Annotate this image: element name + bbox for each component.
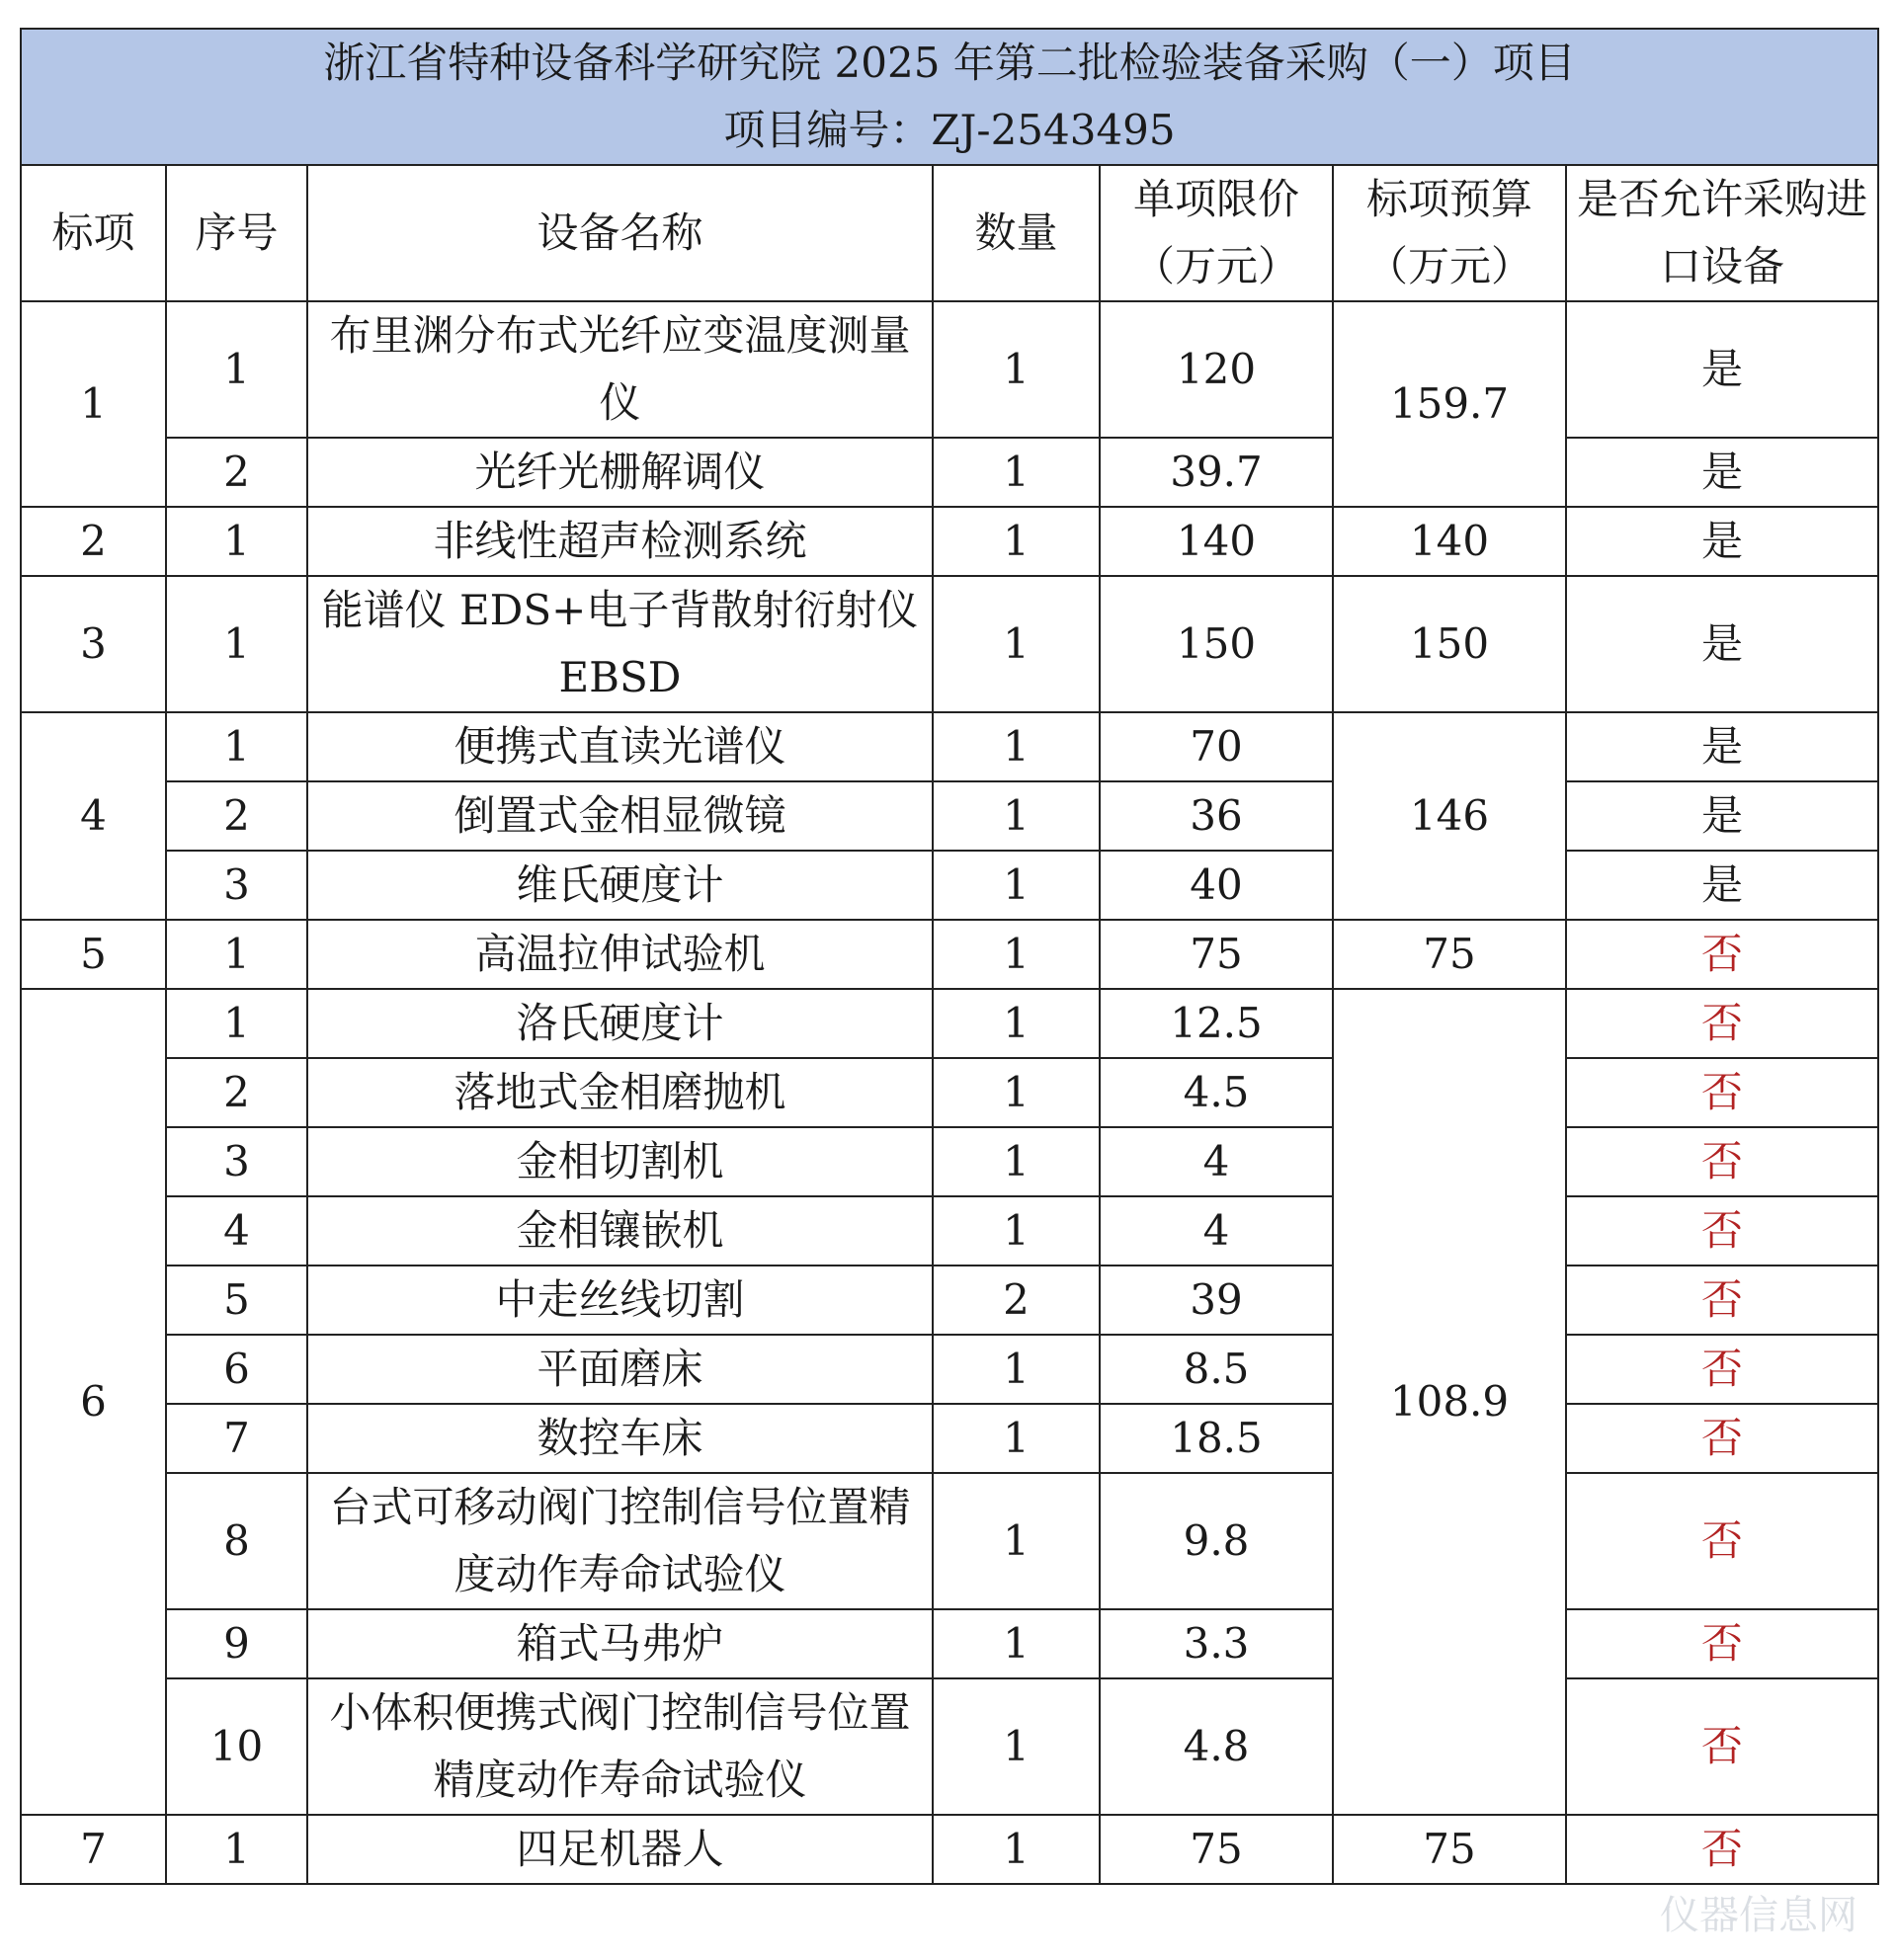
lot-cell: 1 xyxy=(21,301,166,507)
seq-cell: 1 xyxy=(166,712,307,781)
lot-cell: 6 xyxy=(21,989,166,1815)
import-allowed-cell: 是 xyxy=(1566,507,1878,576)
lot-cell: 2 xyxy=(21,507,166,576)
name-cell: 数控车床 xyxy=(307,1404,933,1473)
table-row xyxy=(21,1678,1878,1815)
unit-limit-cell: 140 xyxy=(1100,507,1333,576)
table-row xyxy=(21,851,1878,920)
name-cell: 光纤光栅解调仪 xyxy=(307,438,933,507)
title-line-1: 浙江省特种设备科学研究院 2025 年第二批检验装备采购（一）项目 xyxy=(323,39,1576,87)
qty-cell: 1 xyxy=(933,1127,1100,1196)
import-allowed-cell: 否 xyxy=(1566,1815,1878,1884)
table-row xyxy=(21,438,1878,507)
seq-cell: 10 xyxy=(166,1678,307,1815)
header-unit-limit: 单项限价（万元） xyxy=(1100,165,1333,301)
table-row xyxy=(21,989,1878,1058)
unit-limit-cell: 75 xyxy=(1100,920,1333,989)
header-name: 设备名称 xyxy=(307,165,933,301)
import-allowed-cell: 否 xyxy=(1566,1473,1878,1609)
name-cell: 平面磨床 xyxy=(307,1335,933,1404)
qty-cell: 1 xyxy=(933,301,1100,438)
unit-limit-cell: 36 xyxy=(1100,781,1333,851)
qty-cell: 1 xyxy=(933,576,1100,712)
qty-cell: 1 xyxy=(933,1196,1100,1266)
qty-cell: 1 xyxy=(933,1058,1100,1127)
unit-limit-cell: 39 xyxy=(1100,1266,1333,1335)
lot-budget-cell: 75 xyxy=(1333,1815,1566,1884)
unit-limit-cell: 4 xyxy=(1100,1196,1333,1266)
qty-cell: 1 xyxy=(933,712,1100,781)
name-cell: 箱式马弗炉 xyxy=(307,1609,933,1678)
qty-cell: 1 xyxy=(933,781,1100,851)
unit-limit-cell: 39.7 xyxy=(1100,438,1333,507)
qty-cell: 1 xyxy=(933,507,1100,576)
seq-cell: 4 xyxy=(166,1196,307,1266)
seq-cell: 8 xyxy=(166,1473,307,1609)
name-cell: 维氏硬度计 xyxy=(307,851,933,920)
seq-cell: 6 xyxy=(166,1335,307,1404)
watermark: 仪器信息网 xyxy=(1660,1893,1857,1938)
import-allowed-cell: 是 xyxy=(1566,781,1878,851)
table-row xyxy=(21,1404,1878,1473)
header-lot: 标项 xyxy=(21,165,166,301)
import-allowed-cell: 否 xyxy=(1566,920,1878,989)
table-row xyxy=(21,1335,1878,1404)
qty-cell: 1 xyxy=(933,1335,1100,1404)
unit-limit-cell: 4.8 xyxy=(1100,1678,1333,1815)
import-allowed-cell: 否 xyxy=(1566,1404,1878,1473)
table-row xyxy=(21,1609,1878,1678)
table-row xyxy=(21,301,1878,438)
qty-cell: 1 xyxy=(933,989,1100,1058)
name-cell: 能谱仪 EDS+电子背散射衍射仪 EBSD xyxy=(307,576,933,712)
import-allowed-cell: 否 xyxy=(1566,1609,1878,1678)
name-cell: 便携式直读光谱仪 xyxy=(307,712,933,781)
qty-cell: 2 xyxy=(933,1266,1100,1335)
table-row xyxy=(21,1127,1878,1196)
unit-limit-cell: 75 xyxy=(1100,1815,1333,1884)
qty-cell: 1 xyxy=(933,851,1100,920)
unit-limit-cell: 4.5 xyxy=(1100,1058,1333,1127)
table-row xyxy=(21,507,1878,576)
lot-budget-cell: 159.7 xyxy=(1333,301,1566,507)
lot-cell: 5 xyxy=(21,920,166,989)
name-cell: 落地式金相磨抛机 xyxy=(307,1058,933,1127)
import-allowed-cell: 是 xyxy=(1566,712,1878,781)
unit-limit-cell: 40 xyxy=(1100,851,1333,920)
lot-budget-cell: 146 xyxy=(1333,712,1566,920)
name-cell: 四足机器人 xyxy=(307,1815,933,1884)
seq-cell: 5 xyxy=(166,1266,307,1335)
seq-cell: 1 xyxy=(166,1815,307,1884)
name-cell: 非线性超声检测系统 xyxy=(307,507,933,576)
unit-limit-cell: 3.3 xyxy=(1100,1609,1333,1678)
seq-cell: 1 xyxy=(166,301,307,438)
unit-limit-cell: 12.5 xyxy=(1100,989,1333,1058)
import-allowed-cell: 是 xyxy=(1566,576,1878,712)
unit-limit-cell: 18.5 xyxy=(1100,1404,1333,1473)
qty-cell: 1 xyxy=(933,1815,1100,1884)
import-allowed-cell: 否 xyxy=(1566,989,1878,1058)
import-allowed-cell: 否 xyxy=(1566,1127,1878,1196)
lot-budget-cell: 140 xyxy=(1333,507,1566,576)
qty-cell: 1 xyxy=(933,920,1100,989)
table-row xyxy=(21,1815,1878,1884)
import-allowed-cell: 是 xyxy=(1566,301,1878,438)
seq-cell: 1 xyxy=(166,920,307,989)
import-allowed-cell: 否 xyxy=(1566,1335,1878,1404)
header-lot-budget: 标项预算（万元） xyxy=(1333,165,1566,301)
qty-cell: 1 xyxy=(933,1678,1100,1815)
import-allowed-cell: 是 xyxy=(1566,438,1878,507)
table-row xyxy=(21,712,1878,781)
header-qty: 数量 xyxy=(933,165,1100,301)
qty-cell: 1 xyxy=(933,438,1100,507)
import-allowed-cell: 是 xyxy=(1566,851,1878,920)
header-seq: 序号 xyxy=(166,165,307,301)
table-row xyxy=(21,1196,1878,1266)
import-allowed-cell: 否 xyxy=(1566,1196,1878,1266)
unit-limit-cell: 8.5 xyxy=(1100,1335,1333,1404)
lot-budget-cell: 75 xyxy=(1333,920,1566,989)
lot-cell: 7 xyxy=(21,1815,166,1884)
seq-cell: 2 xyxy=(166,781,307,851)
name-cell: 布里渊分布式光纤应变温度测量仪 xyxy=(307,301,933,438)
name-cell: 倒置式金相显微镜 xyxy=(307,781,933,851)
import-allowed-cell: 否 xyxy=(1566,1058,1878,1127)
table-row xyxy=(21,1058,1878,1127)
name-cell: 金相镶嵌机 xyxy=(307,1196,933,1266)
table-title xyxy=(21,29,1878,165)
table-row xyxy=(21,576,1878,712)
name-cell: 金相切割机 xyxy=(307,1127,933,1196)
seq-cell: 3 xyxy=(166,851,307,920)
table-row xyxy=(21,1266,1878,1335)
table-body xyxy=(21,301,1878,1884)
unit-limit-cell: 150 xyxy=(1100,576,1333,712)
name-cell: 洛氏硬度计 xyxy=(307,989,933,1058)
lot-budget-cell: 150 xyxy=(1333,576,1566,712)
seq-cell: 9 xyxy=(166,1609,307,1678)
table-row xyxy=(21,1473,1878,1609)
seq-cell: 7 xyxy=(166,1404,307,1473)
seq-cell: 2 xyxy=(166,438,307,507)
unit-limit-cell: 70 xyxy=(1100,712,1333,781)
lot-budget-cell: 108.9 xyxy=(1333,989,1566,1815)
qty-cell: 1 xyxy=(933,1609,1100,1678)
seq-cell: 1 xyxy=(166,989,307,1058)
import-allowed-cell: 否 xyxy=(1566,1678,1878,1815)
table-row xyxy=(21,781,1878,851)
unit-limit-cell: 120 xyxy=(1100,301,1333,438)
table-row xyxy=(21,920,1878,989)
unit-limit-cell: 4 xyxy=(1100,1127,1333,1196)
title-line-2: 项目编号：ZJ-2543495 xyxy=(723,106,1176,154)
seq-cell: 3 xyxy=(166,1127,307,1196)
name-cell: 中走丝线切割 xyxy=(307,1266,933,1335)
qty-cell: 1 xyxy=(933,1473,1100,1609)
unit-limit-cell: 9.8 xyxy=(1100,1473,1333,1609)
procurement-table xyxy=(20,28,1879,1885)
seq-cell: 2 xyxy=(166,1058,307,1127)
lot-cell: 3 xyxy=(21,576,166,712)
name-cell: 高温拉伸试验机 xyxy=(307,920,933,989)
seq-cell: 1 xyxy=(166,507,307,576)
lot-cell: 4 xyxy=(21,712,166,920)
header-import-allowed: 是否允许采购进口设备 xyxy=(1566,165,1878,301)
import-allowed-cell: 否 xyxy=(1566,1266,1878,1335)
name-cell: 小体积便携式阀门控制信号位置精度动作寿命试验仪 xyxy=(307,1678,933,1815)
qty-cell: 1 xyxy=(933,1404,1100,1473)
name-cell: 台式可移动阀门控制信号位置精度动作寿命试验仪 xyxy=(307,1473,933,1609)
seq-cell: 1 xyxy=(166,576,307,712)
